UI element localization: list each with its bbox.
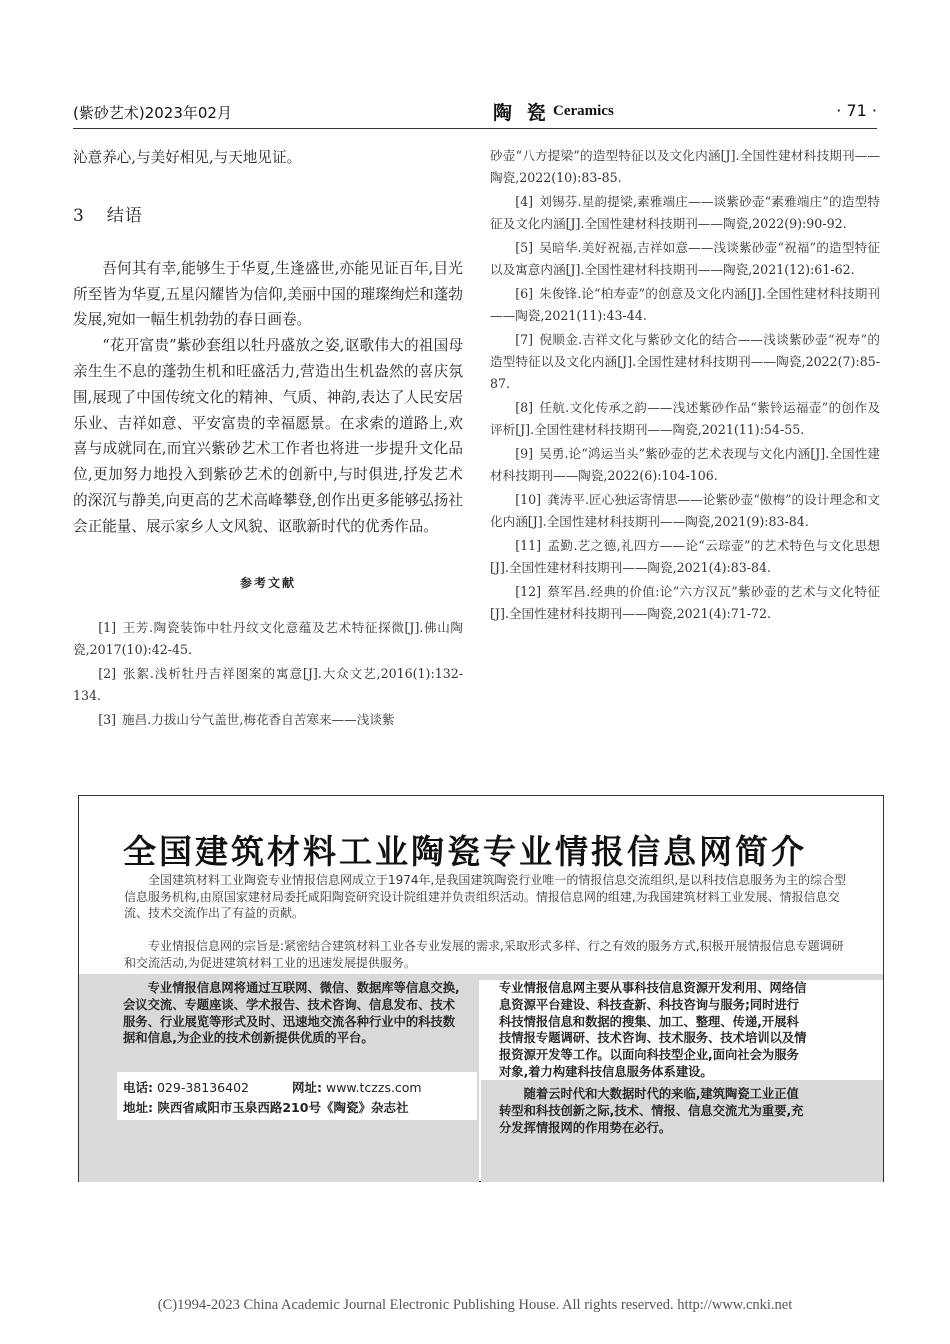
ad-left-panel	[79, 980, 479, 1182]
reference-item: [6] 朱俊锋.论“柏寿壶”的创意及文化内涵[J].全国性建材科技期刊——陶瓷,2021(11):43-44.	[490, 286, 880, 323]
ad-address: 地址: 陕西省咸阳市玉泉西路210号《陶瓷》杂志社	[123, 1100, 409, 1115]
reference-item: [1] 王芳.陶瓷装饰中牡丹纹文化意蕴及艺术特征探微[J].佛山陶瓷,2017(10):42-45.	[73, 619, 463, 657]
running-header	[73, 98, 877, 126]
ad-aim: 专业情报信息网的宗旨是:紧密结合建筑材料工业各专业发展的需求,采取形式多样、行之有效的服务方式,积极开展情报信息专题调研和交流活动,为促进建筑材料工业的迅速发展提供服务。	[124, 939, 844, 970]
page-number: · 71 ·	[836, 101, 877, 120]
reference-item: [12] 蔡军昌.经典的价值:论“六方汉瓦”紫砂壶的艺术与文化特征[J].全国性建材科技期刊——陶瓷,2021(4):71-72.	[490, 584, 880, 621]
section-number: 3	[73, 205, 85, 226]
ad-title: 全国建筑材料工业陶瓷专业情报信息网简介	[123, 832, 807, 871]
ad-right-text-2: 随着云时代和大数据时代的来临,建筑陶瓷工业正值转型和科技创新之际,技术、情报、信息交流尤为重要,充分发挥情报网的作用势在必行。	[499, 1087, 804, 1135]
journal-issue: (紫砂艺术)2023年02月	[73, 104, 232, 122]
copyright-notice: (C)1994-2023 China Academic Journal Electronic Publishing House. All rights reserved. http://www.cnki.net	[157, 1297, 793, 1313]
ad-right-panel-bottom	[481, 1080, 883, 1182]
reference-item: [11] 孟勤.艺之德,礼四方——论“云琮壶”的艺术特色与文化思想[J].全国性建材科技期刊——陶瓷,2021(4):83-84.	[490, 538, 880, 575]
journal-name: 陶 瓷	[493, 102, 550, 124]
section-title: 结语	[106, 205, 143, 226]
reference-item: [9] 吴勇.论“鸿运当头”紫砂壶的艺术表现与文化内涵[J].全国性建材科技期刊——陶瓷,2022(6):104-106.	[490, 446, 880, 483]
reference-continuation: 砂壶“八方提梁”的造型特征以及文化内涵[J].全国性建材科技期刊——陶瓷,2022(10):83-85.	[490, 148, 880, 185]
reference-item: [2] 张絮.浅析牡丹吉祥图案的寓意[J].大众文艺,2016(1):132-134.	[73, 665, 463, 703]
reference-item: [5] 吴暗华.美好祝福,吉祥如意——浅谈紫砂壶“祝福”的造型特征以及寓意内涵[J].全国性建材科技期刊——陶瓷,2021(12):61-62.	[490, 240, 880, 277]
reference-item: [10] 龚涛平.匠心独运寄情思——论紫砂壶“傲梅”的设计理念和文化内涵[J].全国性建材科技期刊——陶瓷,2021(9):83-84.	[490, 492, 880, 529]
header-rule	[73, 128, 877, 129]
references-title: 参考文献	[239, 575, 296, 590]
ad-website: 网址: www.tczzs.com	[292, 1080, 422, 1095]
ad-left-text: 专业情报信息网将通过互联网、微信、数据库等信息交换,会议交流、专题座谈、学术报告、技术咨询、信息发布、技术服务、行业展览等形式及时、迅速地交流各种行业中的科技数据和信息,为企业的技术创新提供优质的平台。	[123, 981, 460, 1046]
paragraph: “花开富贵”紫砂套组以牡丹盛放之姿,讴歌伟大的祖国母亲生生不息的蓬勃生机和旺盛活力,营造出生机盎然的喜庆氛围,展现了中国传统文化的精神、气质、神韵,表达了人民安居乐业、吉祥如意、平安富贵的幸福愿景。在求索的道路上,欢喜与成就同在,而宜兴紫砂艺术工作者也将进一步提升文化品位,更加努力地投入到紫砂艺术的创新中,与时俱进,抒发艺术的深沉与静美,向更高的艺术高峰攀登,创作出更多能够弘扬社会正能量、展示家乡人文风貌、讴歌新时代的优秀作品。	[73, 337, 463, 535]
ad-intro: 全国建筑材料工业陶瓷专业情报信息网成立于1974年,是我国建筑陶瓷行业唯一的情报信息交流组织,是以科技信息服务为主的综合型信息服务机构,由原国家建材局委托咸阳陶瓷研究设计院组建并负责组织活动。情报信息网的组建,为我国建筑材料工业发展、情报信息交流、技术交流作出了有益的贡献。	[124, 873, 847, 920]
left-column	[73, 145, 463, 733]
ad-phone: 电话: 029-38136402	[123, 1080, 249, 1095]
reference-item: [3] 施昌.力拔山兮气盖世,梅花香自苦寒来——浅谈紫	[98, 711, 395, 727]
paragraph: 吾何其有幸,能够生于华夏,生逢盛世,亦能见证百年,目光所至皆为华夏,五星闪耀皆为信仰,美丽中国的璀璨绚烂和蓬勃发展,宛如一幅生机勃勃的春日画卷。	[73, 259, 463, 329]
section-heading	[73, 201, 463, 226]
continuation-text: 沁意养心,与美好相见,与天地见证。	[73, 149, 302, 166]
ad-right-text-1: 专业情报信息网主要从事科技信息资源开发利用、网络信息资源平台建设、科技查新、科技咨询与服务;同时进行科技情报信息和数据的搜集、加工、整理、传递,开展科技情报专题调研、技术咨询、技术服务、技术培训以及情报资源开发等工作。以面向科技型企业,面向社会为服务对象,着力构建科技信息服务体系建设。	[499, 981, 807, 1079]
reference-item: [8] 任航.文化传承之韵——浅述紫砂作品“紫铃运福壶”的创作及评析[J].全国性建材科技期刊——陶瓷,2021(11):54-55.	[490, 400, 880, 437]
reference-item: [7] 倪顺金.吉祥文化与紫砂文化的结合——浅谈紫砂壶“祝寿”的造型特征以及文化内涵[J].全国性建材科技期刊——陶瓷,2022(7):85-87.	[490, 332, 880, 391]
advertisement-box	[78, 795, 884, 1182]
right-column	[490, 145, 880, 627]
journal-name-english: Ceramics	[553, 103, 614, 119]
reference-item: [4] 刘锡芬.星韵提梁,素雅端庄——谈紫砂壶“素雅端庄”的造型特征及文化内涵[J].全国性建材科技期刊——陶瓷,2022(9):90-92.	[490, 194, 880, 231]
